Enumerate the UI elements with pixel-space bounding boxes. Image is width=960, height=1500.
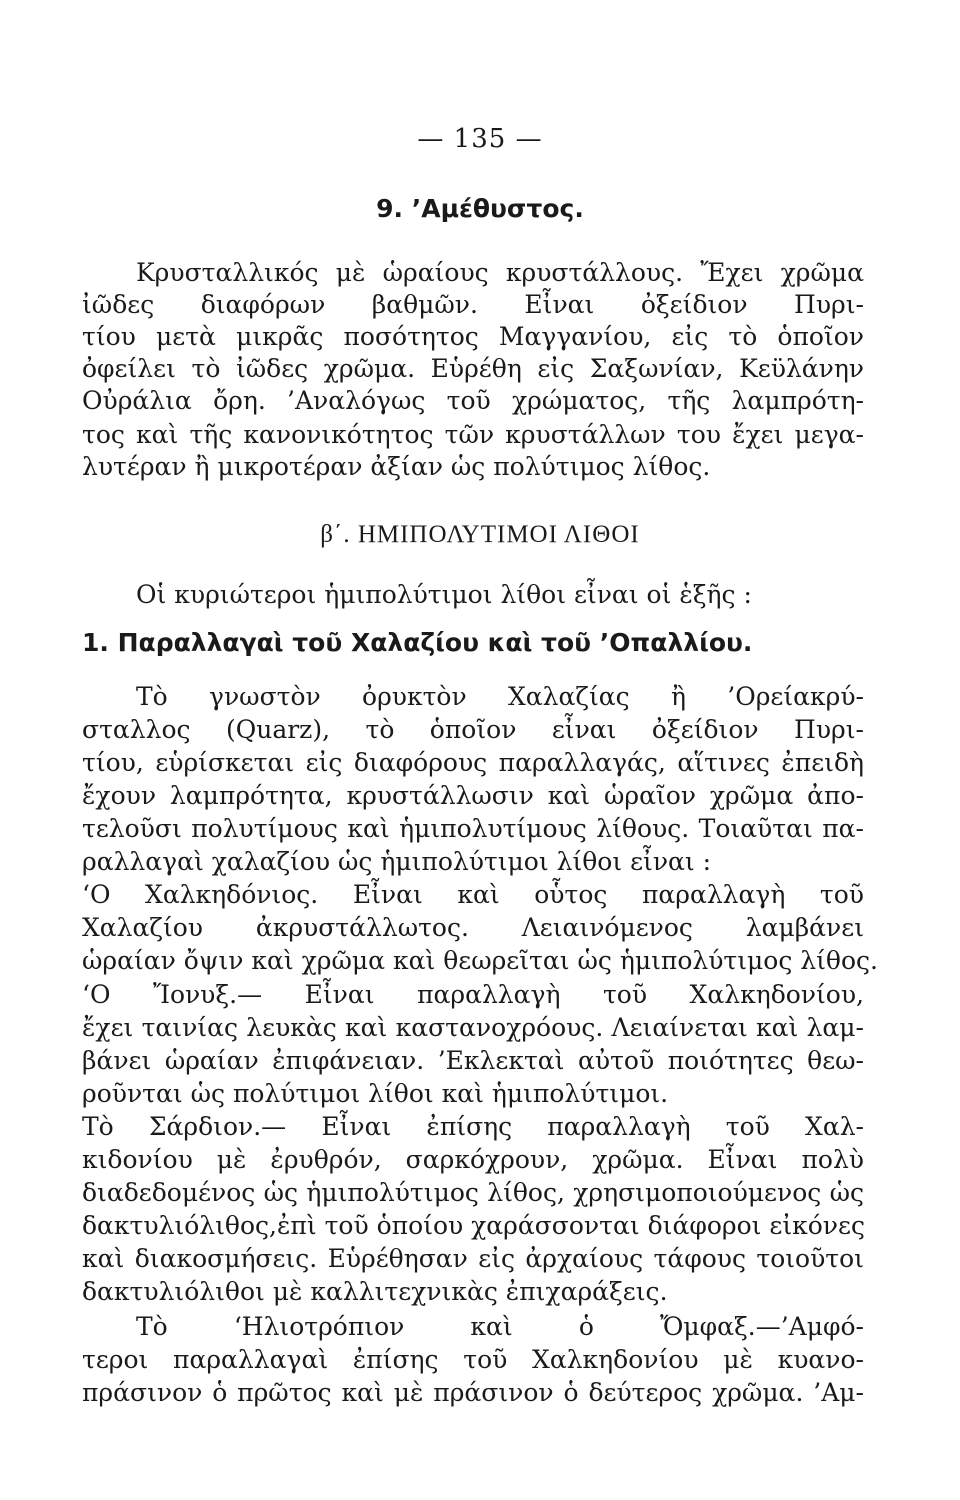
para4-line-1: ‘Ο Ἴονυξ.— Εἶναι παραλλαγὴ τοῦ Χαλκηδονίου, (82, 980, 864, 1009)
para3-line-2: Χαλαζίου ἀκρυστάλλωτος. Λειαινόμενος λαμβάνει (82, 913, 864, 942)
para2-line-3: τίου, εὑρίσκεται εἰς διαφόρους παραλλαγάς, αἵτινες ἐπειδὴ (82, 748, 864, 777)
para1-line-2: ἰῶδες διαφόρων βαθμῶν. Εἶναι ὀξείδιον Πυρι- (82, 290, 864, 319)
para5-line-4: δακτυλιόλιθος,ἐπὶ τοῦ ὁποίου χαράσσονται διάφοροι εἰκόνες (82, 1211, 865, 1240)
para1-line-6: τος καὶ τῆς κανονικότητος τῶν κρυστάλλων του ἔχει μεγα- (82, 420, 864, 449)
para5-line-5: καὶ διακοσμήσεις. Εὑρέθησαν εἰς ἀρχαίους τάφους τοιοῦτοι (82, 1244, 864, 1273)
para4-line-2: ἔχει ταινίας λευκὰς καὶ καστανοχρόους. Λειαίνεται καὶ λαμ- (82, 1013, 864, 1042)
para1-line-7: λυτέραν ἢ μικροτέραν ἀξίαν ὡς πολύτιμος λίθος. (82, 452, 711, 481)
para1-line-4: ὀφείλει τὸ ἰῶδες χρῶμα. Εὑρέθη εἰς Σαξωνίαν, Κεϋλάνην (82, 354, 864, 383)
para6-line-1: Τὸ ‘Ηλιοτρόπιον καὶ ὁ Ὄμφαξ.—’Αμφό- (136, 1312, 864, 1341)
para2-line-4: ἔχουν λαμπρότητα, κρυστάλλωσιν καὶ ὡραῖον χρῶμα ἀπο- (82, 781, 864, 810)
para1-line-5: Οὐράλια ὄρη. ’Αναλόγως τοῦ χρώματος, τῆς λαμπρότη- (82, 386, 864, 415)
para1-line-3: τίου μετὰ μικρᾶς ποσότητος Μαγγανίου, εἰς τὸ ὁποῖον (82, 322, 864, 351)
subsection-1-title: 1. Παραλλαγαὶ τοῦ Χαλαζίου καὶ τοῦ ’Οπαλλίου. (82, 628, 753, 657)
para3-line-3: ὡραίαν ὄψιν καὶ χρῶμα καὶ θεωρεῖται ὡς ἡμιπολύτιμος λίθος. (82, 946, 878, 975)
section-9-title: 9. ’Αμέθυστος. (376, 194, 584, 223)
para5-line-3: διαδεδομένος ὡς ἡμιπολύτιμος λίθος, χρησιμοποιούμενος ὡς (82, 1178, 864, 1207)
para6-line-3: πράσινον ὁ πρῶτος καὶ μὲ πράσινον ὁ δεύτερος χρῶμα. ’Αμ- (82, 1378, 864, 1407)
para5-line-6: δακτυλιόλιθοι μὲ καλλιτεχνικὰς ἐπιχαράξεις. (82, 1277, 668, 1306)
page-number: — 135 — (417, 124, 543, 154)
para5-line-2: κιδονίου μὲ ἐρυθρόν, σαρκόχρουν, χρῶμα. Εἶναι πολὺ (82, 1145, 864, 1174)
para5-line-1: Τὸ Σάρδιον.— Εἶναι ἐπίσης παραλλαγὴ τοῦ Χαλ- (82, 1112, 864, 1141)
para6-line-2: τεροι παραλλαγαὶ ἐπίσης τοῦ Χαλκηδονίου μὲ κυανο- (82, 1345, 864, 1374)
para1-line-1: Κρυσταλλικός μὲ ὡραίους κρυστάλλους. Ἔχει χρῶμα (136, 258, 864, 287)
para2-line-5: τελοῦσι πολυτίμους καὶ ἡμιπολυτίμους λίθους. Τοιαῦται πα- (82, 814, 864, 843)
intro-line: Οἱ κυριώτεροι ἡμιπολύτιμοι λίθοι εἶναι οἱ ἑξῆς : (136, 580, 752, 609)
para2-line-2: σταλλος (Quarz), τὸ ὁποῖον εἶναι ὀξείδιον Πυρι- (82, 715, 864, 744)
para4-line-3: βάνει ὡραίαν ἐπιφάνειαν. ’Εκλεκταὶ αὐτοῦ ποιότητες θεω- (82, 1046, 864, 1075)
section-b-title: β΄. ΗΜΙΠΟΛΥΤΙΜΟΙ ΛΙΘΟΙ (320, 521, 640, 548)
para2-line-1: Τὸ γνωστὸν ὀρυκτὸν Χαλαζίας ἢ ’Ορείακρύ- (136, 682, 864, 711)
para3-line-1: ‘Ο Χαλκηδόνιος. Εἶναι καὶ οὗτος παραλλαγὴ τοῦ (82, 880, 864, 909)
para4-line-4: ροῦνται ὡς πολύτιμοι λίθοι καὶ ἡμιπολύτιμοι. (82, 1079, 669, 1108)
para2-line-6: ραλλαγαὶ χαλαζίου ὡς ἡμιπολύτιμοι λίθοι εἶναι : (82, 847, 712, 876)
